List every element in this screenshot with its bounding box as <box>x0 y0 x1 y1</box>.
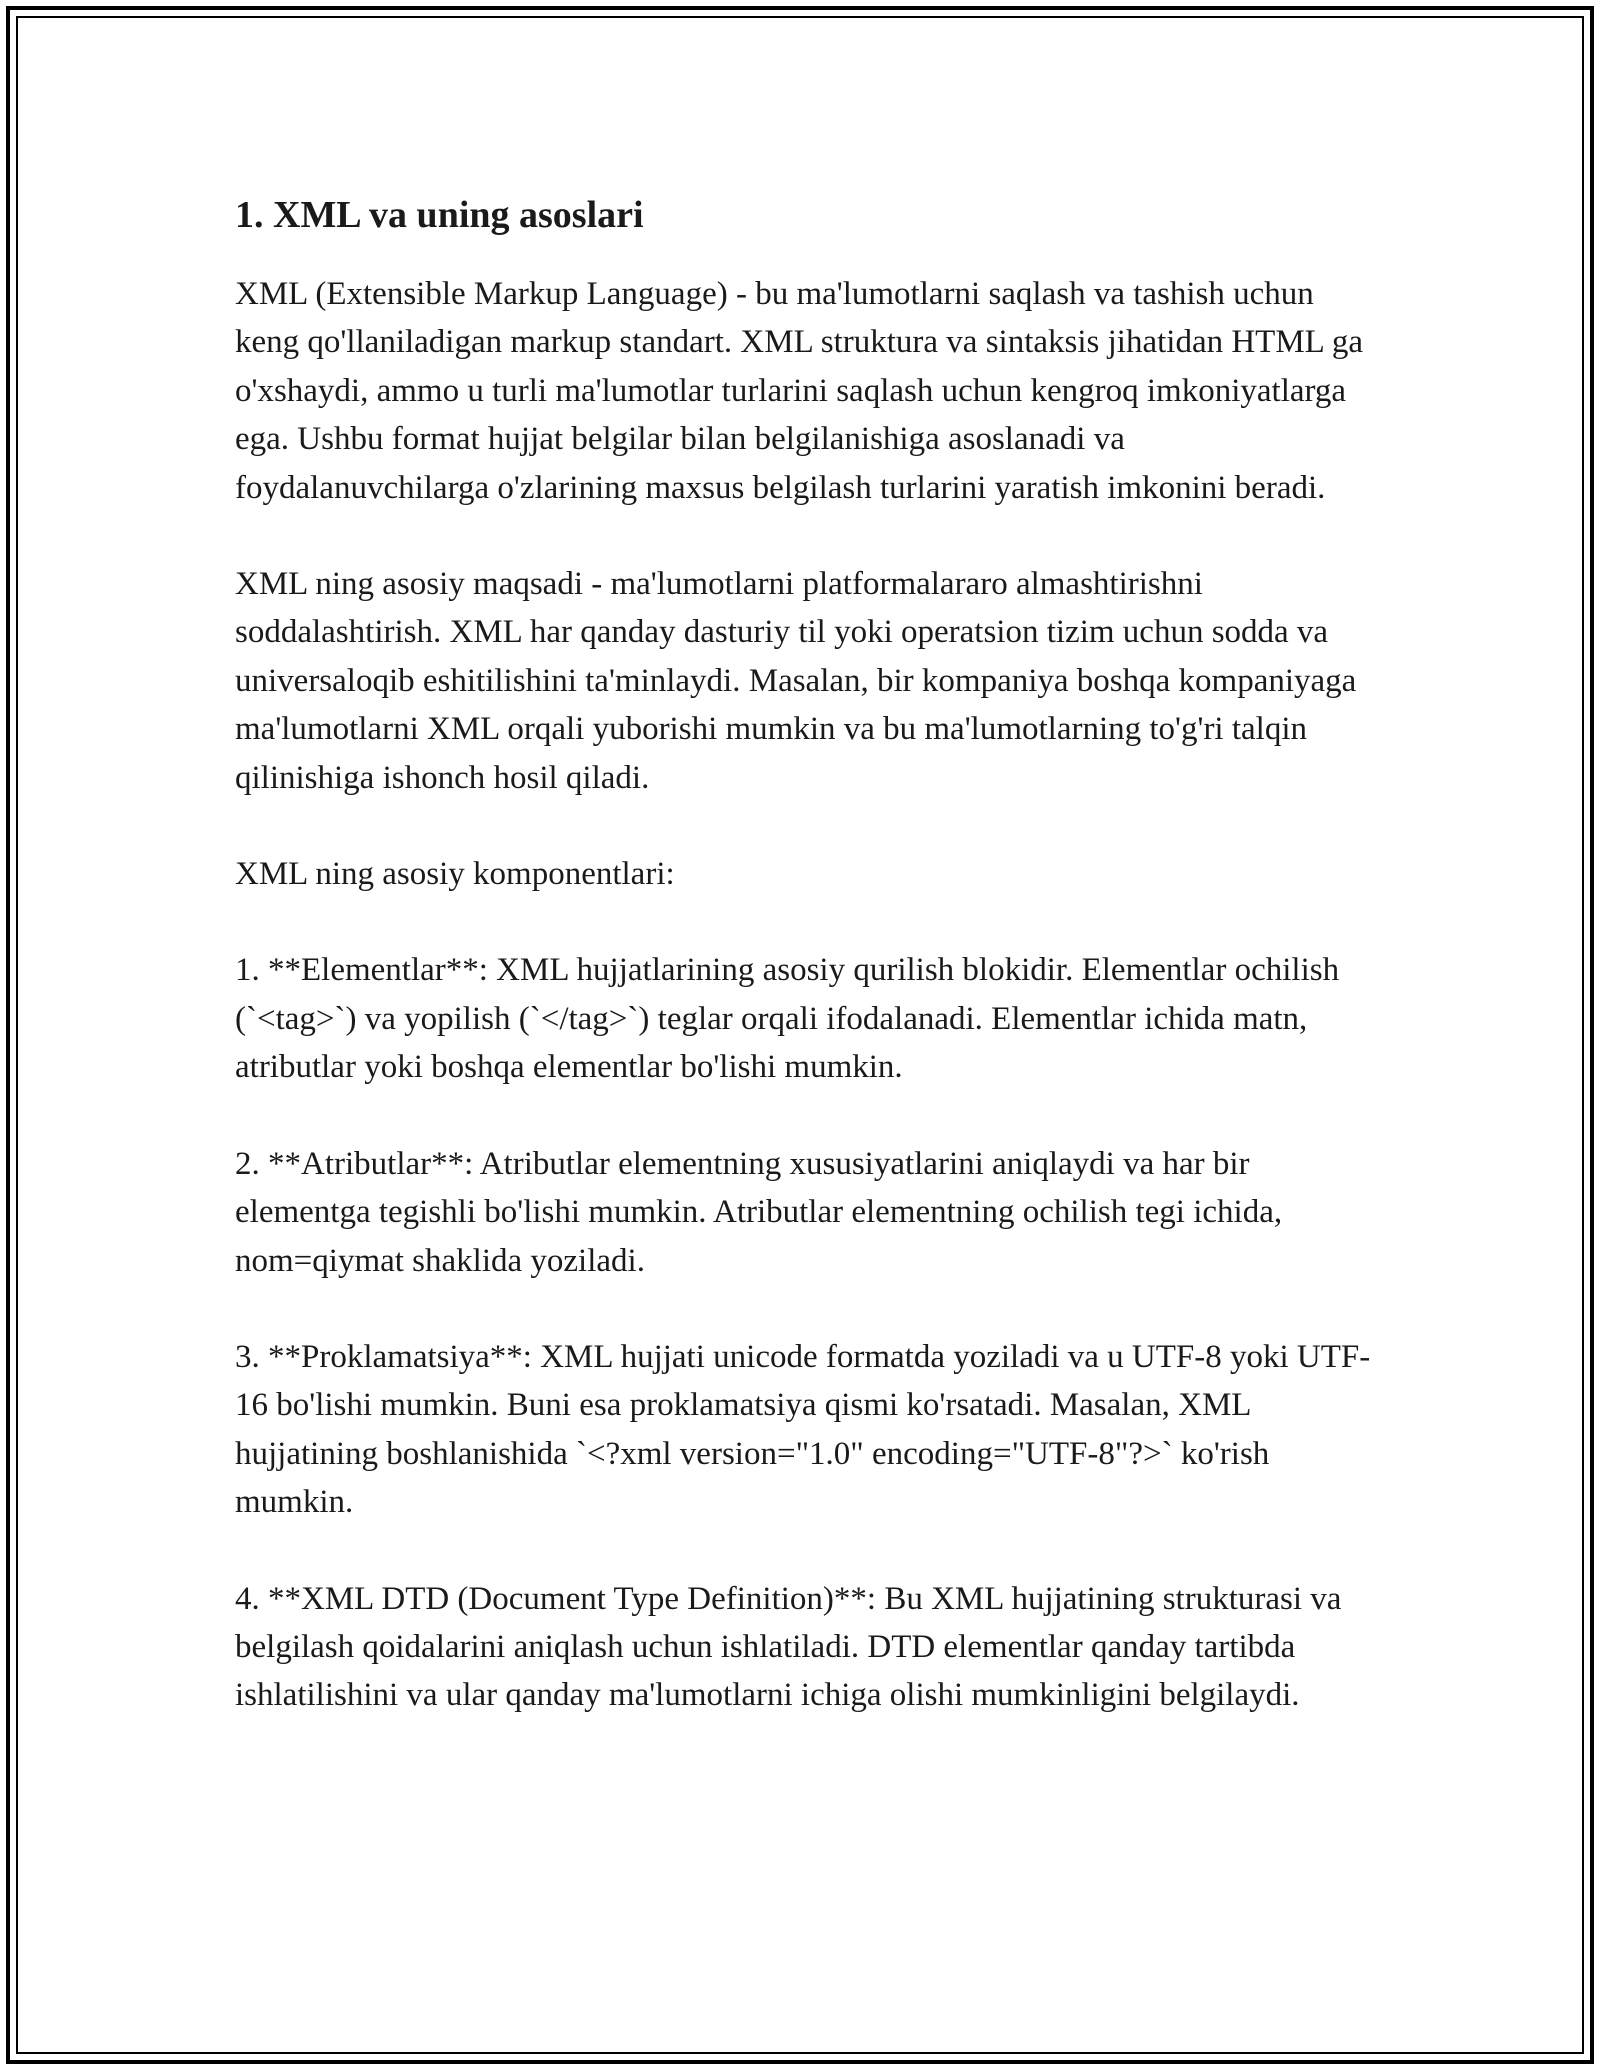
paragraph-components-title: XML ning asosiy komponentlari: <box>235 856 675 893</box>
paragraph-purpose: XML ning asosiy maqsadi - ma'lumotlarni platformalararo almashtirishni soddalashtirish. XML har qanday dasturiy til yoki operatsion tizim uchun sodda va universaloqib eshitilishini ta'minlaydi. Masalan, bir kompaniya boshqa kompaniyaga ma'lumotlarni XML orqali yuborishi mumkin va bu ma'lumotlarning to'g'ri talqin qilinishiga ishonch hosil qiladi. <box>235 566 1357 796</box>
paragraph-intro: XML (Extensible Markup Language) - bu ma'lumotlarni saqlash va tashish uchun keng qo'llaniladigan markup standart. XML struktura va sintaksis jihatidan HTML ga o'xshaydi, ammo u turli ma'lumotlar turlarini saqlash uchun kengroq imkoniyatlarga ega. Ushbu format hujjat belgilar bilan belgilanishiga asoslanadi va foydalanuvchilarga o'zlarining maxsus belgilash turlarini yaratish imkonini beradi. <box>235 276 1364 506</box>
section-heading: 1. XML va uning asoslari <box>235 194 644 236</box>
paragraph-attributes: 2. **Atributlar**: Atributlar elementning xususiyatlarini aniqlaydi va har bir elementga tegishli bo'lishi mumkin. Atributlar elementning ochilish tegi ichida, nom=qiymat shaklida yoziladi. <box>235 1145 1283 1279</box>
document-body <box>235 188 1375 1720</box>
paragraph-proclamation: 3. **Proklamatsiya**: XML hujjati unicode formatda yoziladi va u UTF-8 yoki UTF-16 bo'lishi mumkin. Buni esa proklamatsiya qismi ko'rsatadi. Masalan, XML hujjatining boshlanishida `<?xml version="1.0" encoding="UTF-8"?>` ko'rish mumkin. <box>235 1338 1371 1521</box>
paragraph-dtd: 4. **XML DTD (Document Type Definition)**: Bu XML hujjatining strukturasi va belgilash qoidalarini aniqlash uchun ishlatiladi. DTD elementlar qanday tartibda ishlatilishini va ular qanday ma'lumotlarni ichiga olishi mumkinligini belgilaydi. <box>235 1580 1342 1714</box>
paragraph-elements: 1. **Elementlar**: XML hujjatlarining asosiy qurilish blokidir. Elementlar ochilish (`<tag>`) va yopilish (`</tag>`) teglar orqali ifodalanadi. Elementlar ichida matn, atributlar yoki boshqa elementlar bo'lishi mumkin. <box>235 952 1340 1086</box>
